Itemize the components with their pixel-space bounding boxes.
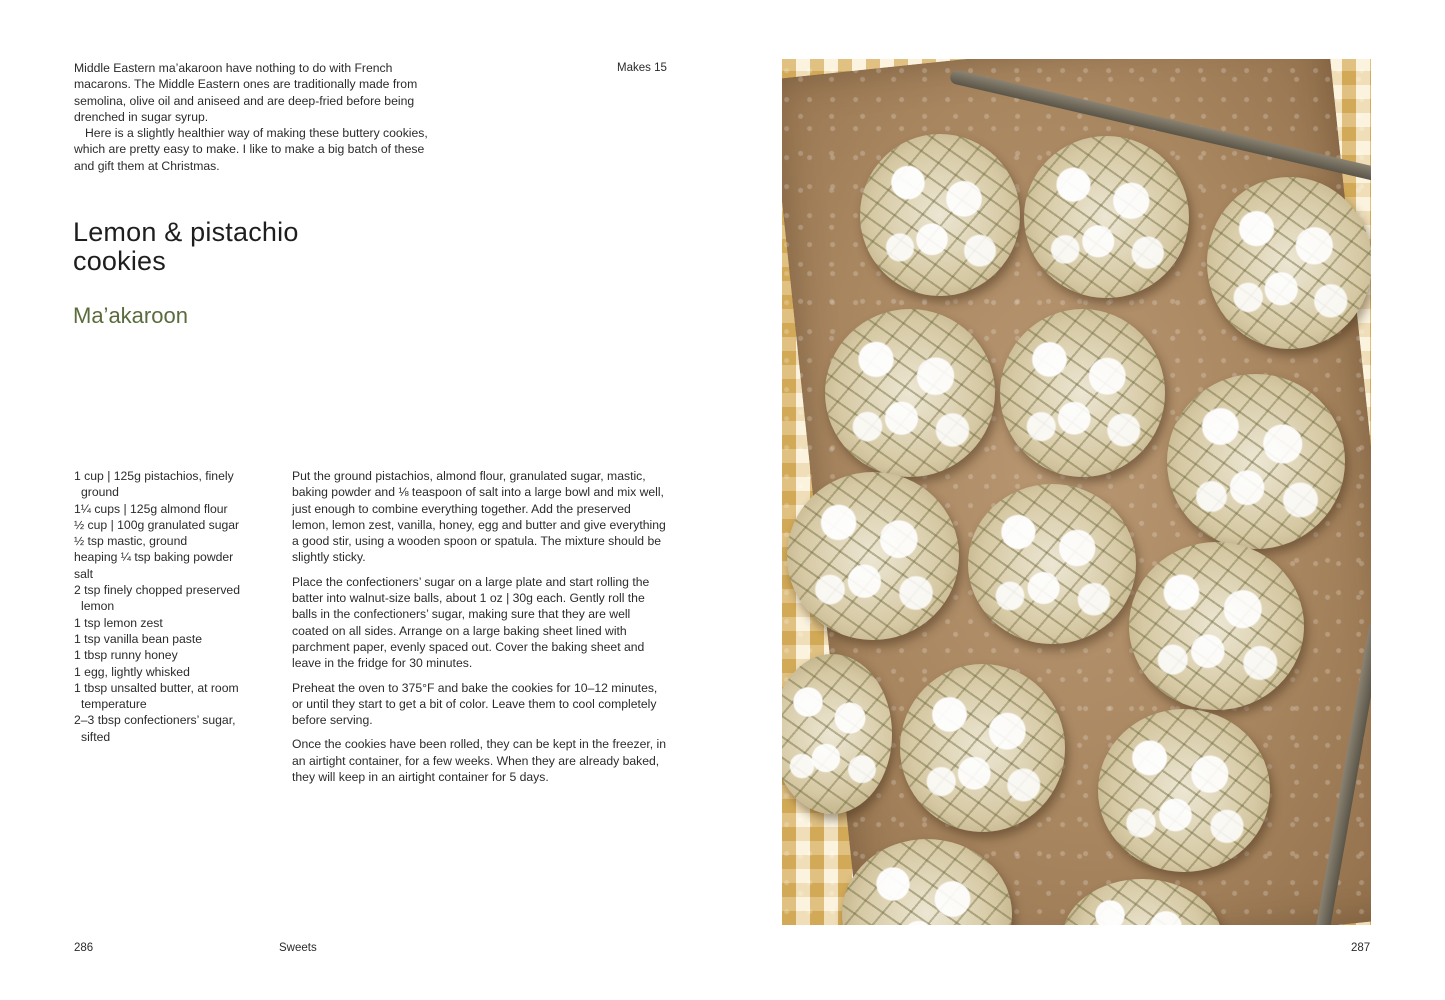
ingredient-item: salt [74, 566, 93, 581]
recipe-title: Lemon & pistachio cookies [73, 217, 299, 276]
ingredient-item: 1 tsp vanilla bean paste [74, 631, 203, 646]
ingredient-item: 1¼ cups | 125g almond flour [74, 501, 228, 516]
cookie [1129, 542, 1304, 710]
cookies-photo [782, 59, 1371, 925]
recipe-intro [74, 60, 444, 174]
ingredient-item: 1 cup | 125g pistachios, finely ground [74, 469, 234, 500]
cookie [1000, 309, 1165, 477]
intro-paragraph: Here is a slightly healthier way of making these buttery cookies, which are pretty easy to make. I like to make a big batch of these and gift them at Christmas. [74, 126, 428, 173]
method-step: Place the confectioners’ sugar on a large plate and start rolling the batter into walnut-size balls, about 1 oz | 30g each. Gently roll the balls in the confectioners’ sugar, making sure that they are well coated on all sides. Arrange on a large baking sheet lined with parchment paper, evenly spaced out. Cover the baking sheet and leave in the fridge for 30 minutes. [292, 574, 650, 671]
ingredient-item: 1 egg, lightly whisked [74, 664, 190, 679]
recipe-subtitle: Ma’akaroon [73, 303, 188, 328]
cookie [1098, 709, 1270, 872]
cookie [968, 484, 1136, 644]
ingredient-item: 2–3 tbsp confectioners’ sugar, sifted [74, 713, 236, 744]
ingredient-item: 1 tbsp runny honey [74, 648, 178, 663]
ingredient-item: heaping ¼ tsp baking powder [74, 550, 234, 565]
cookie [1207, 177, 1371, 349]
recipe-yield: Makes 15 [617, 62, 667, 74]
cookie [860, 134, 1020, 296]
cookie [900, 664, 1065, 832]
method-step: Put the ground pistachios, almond flour, granulated sugar, mastic, baking powder and ⅛ teaspoon of salt into a large bowl and mix well, just enough to combine everything together. Add the preserved lemon, lemon zest, vanilla, honey, egg and butter and give everything a good stir, using a wooden spoon or spatula. The mixture should be slightly sticky. [292, 469, 666, 565]
ingredient-item: 1 tbsp unsalted butter, at room temperature [74, 680, 239, 712]
intro-paragraph: Middle Eastern ma’akaroon have nothing to do with French macarons. The Middle Eastern ones are traditionally made from semolina, olive oil and aniseed and are deep-fried before being drenched in sugar syrup. [74, 61, 418, 124]
cookie [825, 309, 995, 477]
ingredient-item: 1 tsp lemon zest [74, 615, 163, 630]
method-step: Once the cookies have been rolled, they can be kept in the freezer, in an airtight container, for a few weeks. When they are already baked, they will keep in an airtight container for 5 days. [292, 737, 666, 785]
cookie [1024, 136, 1189, 298]
ingredient-item: ½ cup | 100g granulated sugar [74, 517, 240, 532]
section-name: Sweets [279, 942, 317, 954]
ingredient-item: 2 tsp finely chopped preserved lemon [74, 583, 240, 614]
method-steps [292, 468, 670, 793]
ingredient-item: ½ tsp mastic, ground [74, 534, 188, 549]
page-number-left: 286 [74, 942, 94, 954]
cookie [787, 472, 959, 640]
ingredient-list [74, 468, 264, 745]
cookie [1167, 374, 1345, 549]
method-step: Preheat the oven to 375°F and bake the cookies for 10–12 minutes, or until they start to get a bit of color. Leave them to cool completely before serving. [292, 680, 658, 728]
page-number-right: 287 [1351, 942, 1371, 954]
